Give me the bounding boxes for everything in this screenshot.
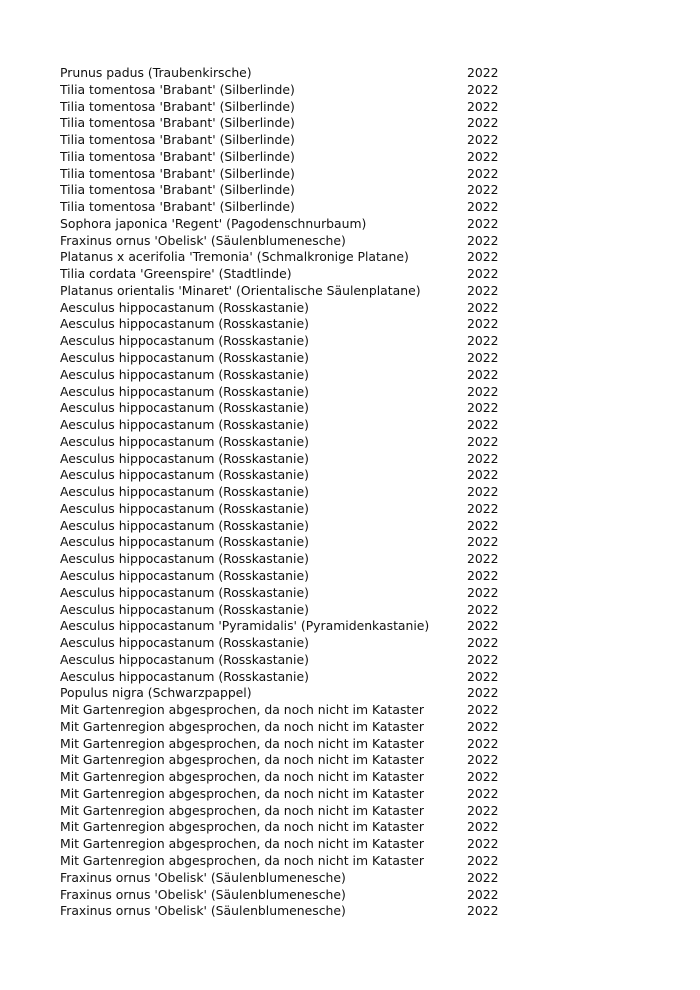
table-row [60,132,510,149]
table-row [60,870,510,887]
tree-species-cell: Aesculus hippocastanum (Rosskastanie) [60,400,309,416]
year-cell: 2022 [467,383,499,399]
table-row [60,115,510,132]
table-row [60,467,510,484]
table-row [60,266,510,283]
year-cell: 2022 [467,266,499,282]
tree-species-cell: Aesculus hippocastanum (Rosskastanie) [60,635,309,651]
year-cell: 2022 [467,417,499,433]
tree-species-cell: Aesculus hippocastanum (Rosskastanie) [60,366,309,382]
table-row [60,199,510,216]
year-cell: 2022 [467,350,499,366]
table-row [60,702,510,719]
year-cell: 2022 [467,366,499,382]
year-cell: 2022 [467,886,499,902]
year-cell: 2022 [467,249,499,265]
tree-species-cell: Aesculus hippocastanum (Rosskastanie) [60,651,309,667]
year-cell: 2022 [467,769,499,785]
tree-species-cell: Aesculus hippocastanum (Rosskastanie) [60,484,309,500]
table-row [60,216,510,233]
table-row [60,769,510,786]
table-row [60,551,510,568]
tree-species-cell: Aesculus hippocastanum (Rosskastanie) [60,584,309,600]
year-cell: 2022 [467,702,499,718]
table-row [60,384,510,401]
year-cell: 2022 [467,819,499,835]
table-row [60,836,510,853]
tree-species-cell: Aesculus hippocastanum (Rosskastanie) [60,333,309,349]
table-row [60,853,510,870]
year-cell: 2022 [467,165,499,181]
table-row [60,518,510,535]
tree-species-cell: Fraxinus ornus 'Obelisk' (Säulenblumenesche) [60,903,346,919]
tree-species-cell: Platanus orientalis 'Minaret' (Orientalische Säulenplatane) [60,282,421,298]
table-row [60,233,510,250]
year-cell: 2022 [467,450,499,466]
table-row [60,602,510,619]
tree-species-cell: Sophora japonica 'Regent' (Pagodenschnurbaum) [60,215,367,231]
table-row [60,685,510,702]
tree-species-cell: Mit Gartenregion abgesprochen, da noch nicht im Kataster [60,785,424,801]
year-cell: 2022 [467,836,499,852]
year-cell: 2022 [467,299,499,315]
table-row [60,166,510,183]
table-row [60,283,510,300]
table-row [60,350,510,367]
tree-species-cell: Aesculus hippocastanum (Rosskastanie) [60,417,309,433]
table-row [60,501,510,518]
tree-species-cell: Mit Gartenregion abgesprochen, da noch nicht im Kataster [60,735,424,751]
table-row [60,568,510,585]
table-row [60,887,510,904]
tree-species-cell: Aesculus hippocastanum (Rosskastanie) [60,567,309,583]
tree-species-cell: Aesculus hippocastanum (Rosskastanie) [60,500,309,516]
table-row [60,719,510,736]
year-cell: 2022 [467,718,499,734]
tree-species-cell: Tilia tomentosa 'Brabant' (Silberlinde) [60,199,295,215]
year-cell: 2022 [467,601,499,617]
tree-species-cell: Tilia tomentosa 'Brabant' (Silberlinde) [60,81,295,97]
year-cell: 2022 [467,400,499,416]
tree-species-cell: Aesculus hippocastanum (Rosskastanie) [60,450,309,466]
year-cell: 2022 [467,852,499,868]
table-row [60,451,510,468]
tree-species-cell: Aesculus hippocastanum (Rosskastanie) [60,299,309,315]
year-cell: 2022 [467,735,499,751]
year-cell: 2022 [467,534,499,550]
year-cell: 2022 [467,802,499,818]
tree-species-cell: Aesculus hippocastanum (Rosskastanie) [60,517,309,533]
tree-species-cell: Aesculus hippocastanum (Rosskastanie) [60,316,309,332]
tree-species-cell: Fraxinus ornus 'Obelisk' (Säulenblumenesche) [60,232,346,248]
tree-species-cell: Tilia tomentosa 'Brabant' (Silberlinde) [60,132,295,148]
table-row [60,752,510,769]
year-cell: 2022 [467,467,499,483]
year-cell: 2022 [467,484,499,500]
tree-species-cell: Aesculus hippocastanum (Rosskastanie) [60,433,309,449]
year-cell: 2022 [467,98,499,114]
tree-species-cell: Aesculus hippocastanum (Rosskastanie) [60,601,309,617]
tree-species-cell: Prunus padus (Traubenkirsche) [60,65,252,80]
table-row [60,786,510,803]
tree-species-cell: Tilia tomentosa 'Brabant' (Silberlinde) [60,115,295,131]
table-row [60,149,510,166]
tree-species-cell: Tilia tomentosa 'Brabant' (Silberlinde) [60,182,295,198]
table-row [60,819,510,836]
tree-species-cell: Aesculus hippocastanum (Rosskastanie) [60,383,309,399]
year-cell: 2022 [467,651,499,667]
year-cell: 2022 [467,500,499,516]
year-cell: 2022 [467,316,499,332]
year-cell: 2022 [467,333,499,349]
year-cell: 2022 [467,182,499,198]
year-cell: 2022 [467,567,499,583]
tree-species-cell: Tilia tomentosa 'Brabant' (Silberlinde) [60,165,295,181]
table-row [60,316,510,333]
year-cell: 2022 [467,232,499,248]
table-row [60,534,510,551]
tree-species-cell: Mit Gartenregion abgesprochen, da noch nicht im Kataster [60,802,424,818]
table-row [60,803,510,820]
table-row [60,333,510,350]
table-row [60,618,510,635]
year-cell: 2022 [467,115,499,131]
table-row [60,484,510,501]
tree-species-cell: Platanus x acerifolia 'Tremonia' (Schmalkronige Platane) [60,249,409,265]
table-row [60,903,510,920]
year-cell: 2022 [467,65,499,80]
year-cell: 2022 [467,685,499,701]
year-cell: 2022 [467,81,499,97]
tree-species-cell: Aesculus hippocastanum (Rosskastanie) [60,534,309,550]
year-cell: 2022 [467,584,499,600]
tree-species-cell: Fraxinus ornus 'Obelisk' (Säulenblumenesche) [60,886,346,902]
tree-species-cell: Mit Gartenregion abgesprochen, da noch nicht im Kataster [60,852,424,868]
table-row [60,182,510,199]
table-row [60,585,510,602]
year-cell: 2022 [467,517,499,533]
table-row [60,417,510,434]
year-cell: 2022 [467,668,499,684]
year-cell: 2022 [467,433,499,449]
tree-species-cell: Mit Gartenregion abgesprochen, da noch nicht im Kataster [60,836,424,852]
tree-species-cell: Aesculus hippocastanum (Rosskastanie) [60,551,309,567]
tree-species-cell: Aesculus hippocastanum (Rosskastanie) [60,350,309,366]
tree-species-cell: Fraxinus ornus 'Obelisk' (Säulenblumenesche) [60,869,346,885]
year-cell: 2022 [467,869,499,885]
year-cell: 2022 [467,148,499,164]
year-cell: 2022 [467,132,499,148]
table-row [60,367,510,384]
year-cell: 2022 [467,282,499,298]
table-row [60,65,510,82]
table-row [60,400,510,417]
year-cell: 2022 [467,752,499,768]
table-row [60,669,510,686]
tree-species-cell: Mit Gartenregion abgesprochen, da noch nicht im Kataster [60,769,424,785]
tree-species-cell: Tilia tomentosa 'Brabant' (Silberlinde) [60,98,295,114]
year-cell: 2022 [467,215,499,231]
table-row [60,249,510,266]
table-row [60,652,510,669]
tree-species-cell: Tilia tomentosa 'Brabant' (Silberlinde) [60,148,295,164]
tree-species-cell: Aesculus hippocastanum 'Pyramidalis' (Pyramidenkastanie) [60,618,430,634]
table-row [60,99,510,116]
table-row [60,82,510,99]
tree-species-cell: Mit Gartenregion abgesprochen, da noch nicht im Kataster [60,752,424,768]
tree-species-cell: Mit Gartenregion abgesprochen, da noch nicht im Kataster [60,718,424,734]
tree-species-cell: Mit Gartenregion abgesprochen, da noch nicht im Kataster [60,819,424,835]
table-row [60,300,510,317]
table-row [60,434,510,451]
tree-species-cell: Tilia cordata 'Greenspire' (Stadtlinde) [60,266,292,282]
tree-species-cell: Mit Gartenregion abgesprochen, da noch nicht im Kataster [60,702,424,718]
table-row [60,635,510,652]
year-cell: 2022 [467,551,499,567]
year-cell: 2022 [467,903,499,919]
year-cell: 2022 [467,785,499,801]
tree-species-cell: Aesculus hippocastanum (Rosskastanie) [60,467,309,483]
tree-list-table [60,65,510,920]
year-cell: 2022 [467,635,499,651]
table-row [60,736,510,753]
year-cell: 2022 [467,199,499,215]
year-cell: 2022 [467,618,499,634]
tree-species-cell: Aesculus hippocastanum (Rosskastanie) [60,668,309,684]
tree-species-cell: Populus nigra (Schwarzpappel) [60,685,252,701]
